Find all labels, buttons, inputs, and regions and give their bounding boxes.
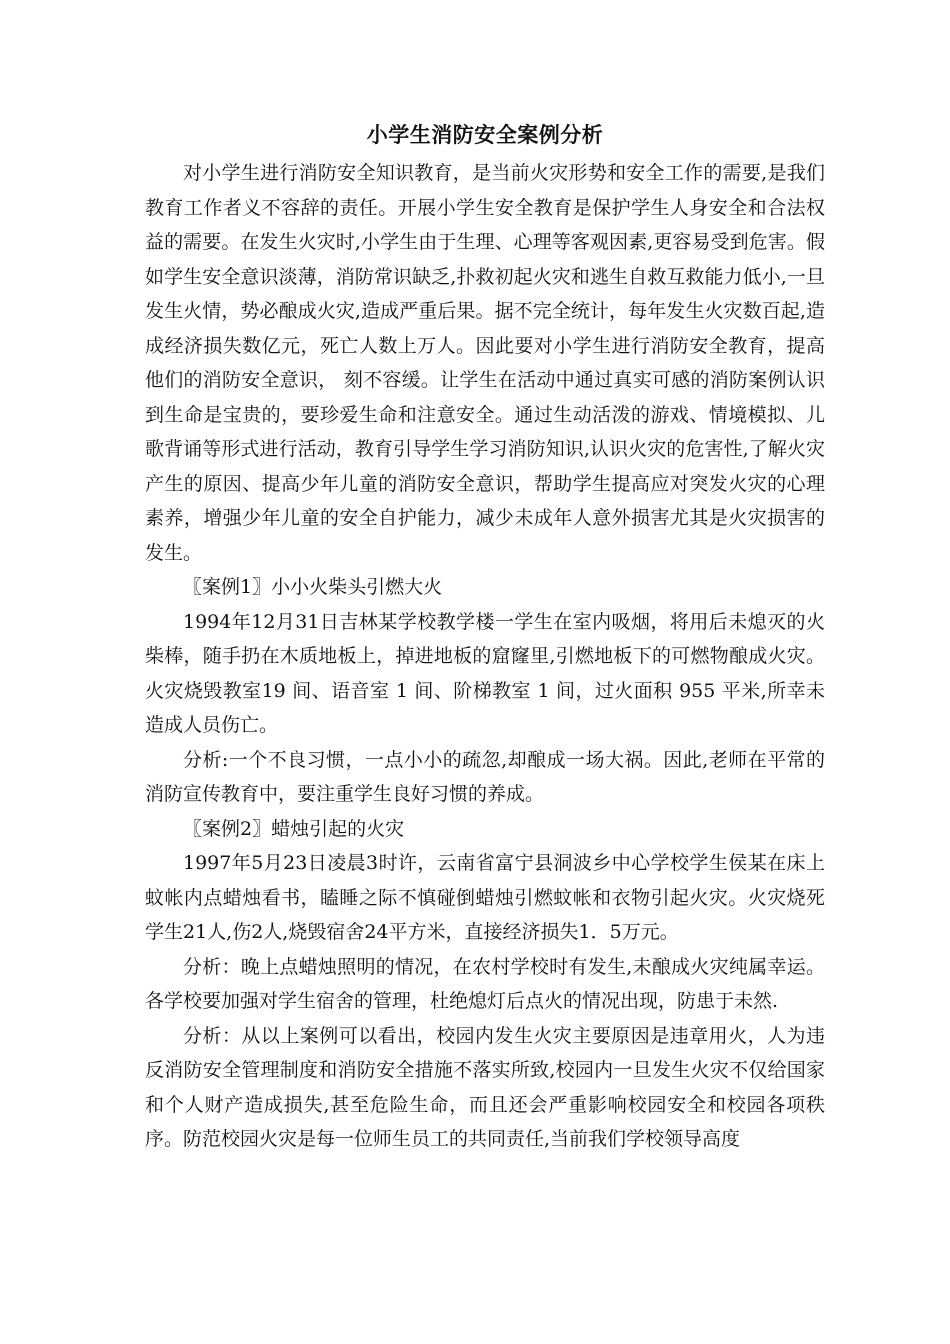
case-1-heading: 〖案例1〗小小火柴头引燃大火 xyxy=(183,576,443,598)
case-1-analysis: 分析:一个不良习惯，一点小小的疏忽,却酿成一场大祸。因此,老师在平常的消防宣传教育中，要注重学生良好习惯的养成。 xyxy=(145,748,825,805)
case-2-heading: 〖案例2〗蜡烛引起的火灾 xyxy=(183,817,405,840)
case-2-body: 1997年5月23日凌晨3时许，云南省富宁县洞波乡中心学校学生侯某在床上蚊帐内点蜡烛看书，瞌睡之际不慎碰倒蜡烛引燃蚊帐和衣物引起火灾。火灾烧死学生21人,伤2人,烧毁宿舍24平方米，直接经济损失1．5万元。 xyxy=(145,852,825,943)
document-body xyxy=(145,118,825,1157)
summary-paragraph: 分析：从以上案例可以看出，校园内发生火灾主要原因是违章用火，人为违反消防安全管理制度和消防安全措施不落实所致,校园内一旦发生火灾不仅给国家和个人财产造成损失,甚至危险生命，而且还会严重影响校园安全和校园各项秩序。防范校园火灾是每一位师生员工的共同责任,当前我们学校领导高度 xyxy=(145,1024,825,1150)
case-2-analysis: 分析：晚上点蜡烛照明的情况，在农村学校时有发生,未酿成火灾纯属幸运。各学校要加强对学生宿舍的管理，杜绝熄灯后点火的情况出现，防患于未然. xyxy=(145,955,825,1012)
document-title: 小学生消防安全案例分析 xyxy=(366,123,604,147)
intro-paragraph: 对小学生进行消防安全知识教育，是当前火灾形势和安全工作的需要,是我们教育工作者义不容辞的责任。开展小学生安全教育是保护学生人身安全和合法权益的需要。在发生火灾时,小学生由于生理、心理等客观因素,更容易受到危害。假如学生安全意识淡薄，消防常识缺乏,扑救初起火灾和逃生自救互救能力低小,一旦发生火情，势必酿成火灾,造成严重后果。据不完全统计，每年发生火灾数百起,造成经济损失数亿元，死亡人数上万人。因此要对小学生进行消防安全教育，提高他们的消防安全意识， 刻不容缓。让学生在活动中通过真实可感的消防案例认识到生命是宝贵的，要珍爱生命和注意安全。通过生动活泼的游戏、情境模拟、儿歌背诵等形式进行活动，教育引导学生学习消防知识,认识火灾的危害性,了解火灾产生的原因、提高少年儿童的消防安全意识，帮助学生提高应对突发火灾的心理素养，增强少年儿童的安全自护能力，减少未成年人意外损害尤其是火灾损害的发生。 xyxy=(145,162,825,564)
case-1-body: 1994年12月31日吉林某学校教学楼一学生在室内吸烟，将用后未熄灭的火柴棒，随手扔在木质地板上，掉进地板的窟窿里,引燃地板下的可燃物酿成火灾。火灾烧毁教室19 间、语音室 1 间、阶梯教室 1 间，过火面积 955 平米,所幸未造成人员伤亡。 xyxy=(145,610,825,736)
